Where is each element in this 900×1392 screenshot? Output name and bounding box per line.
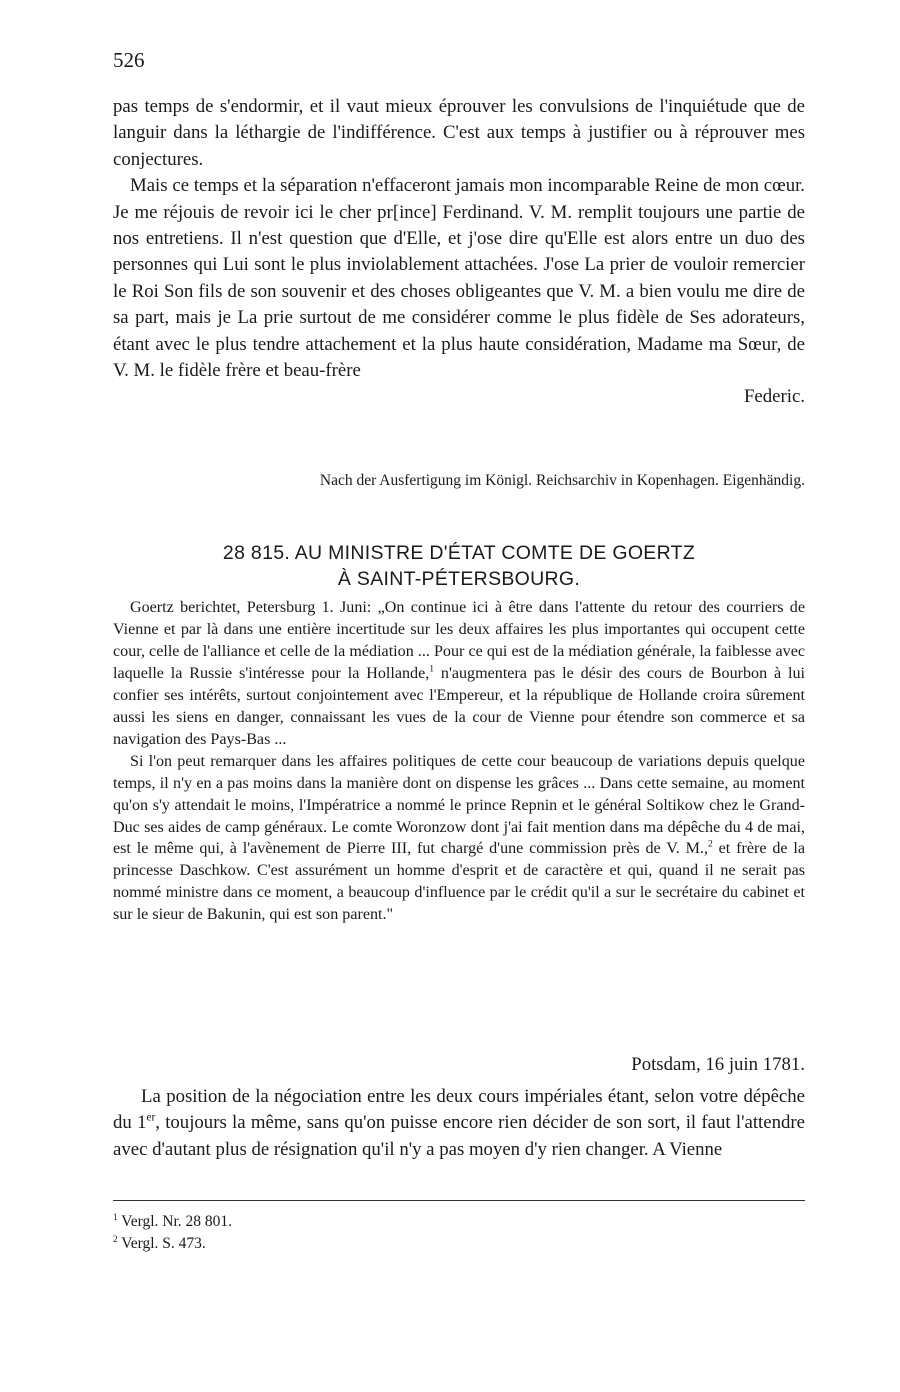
- text-segment: La position de la négociation entre les deux cours impériales étant, selon votre dépêche du 1: [113, 1086, 805, 1134]
- page-number: 526: [113, 48, 145, 72]
- footnote-mark: 2: [113, 1234, 118, 1245]
- footnote-mark: 1: [113, 1212, 118, 1223]
- summary-text: Goertz berichtet, Petersburg 1. Juni: „On continue ici à être dans l'attente du retour des courriers de Vienne et par là dans une entière incertitude sur les deux affaires les plus importantes qui occupent cette cour, celle de l'alliance et celle de la médiation ... Pour ce qui est de la médiation générale, la faiblesse avec laquelle la Russie s'intéresse pour la Hollande,: [113, 599, 805, 682]
- heading-line: 28 815. AU MINISTRE D'ÉTAT COMTE DE GOERTZ: [222, 542, 696, 564]
- footnote-text: Vergl. S. 473.: [121, 1235, 206, 1252]
- letter-paragraph: pas temps de s'endormir, et il vaut mieux éprouver les convulsions de l'inquiétude que de languir dans la léthargie de l'indifférence. C'est aux temps à justifier ou à réprouver mes conjectures.: [113, 96, 805, 170]
- summary-text: Si l'on peut remarquer dans les affaires politiques de cette cour beaucoup de variations depuis quelque temps, il n'y en a pas moins dans la manière dont on dispense les grâces ... Dans cette semaine, au moment qu'on s'y attendait le moins, l'Impératrice a nommé le prince Repnin et le général Soltikow chez le Grand-Duc ses aides de camp généraux. Le comte Woronzow dont j'ai fait mention dans ma dépêche du 4 de mai, est le même qui, à l'avènement de Pierre III, fut chargé d'une commission près de V. M.,: [113, 752, 805, 858]
- summary-text: n'augmentera pas le désir des cours de Bourbon à lui confier ses intérêts, surtout conjointement avec l'Empereur, et la république de Hollande croira sûrement aussi les siens en danger, connaissant les vues de la cour de Vienne pour étendre son commerce et sa navigation des Pays-Bas ...: [113, 664, 805, 748]
- summary-text: et frère de la princesse Daschkow. C'est assurément un homme d'esprit et de caractère et qui, quand il ne serait pas nommé ministre dans ce moment, a beaucoup d'influence par le crédit qu'il a sur le secrétaire du cabinet et sur le sieur de Bakunin, qui est son parent.": [113, 840, 805, 924]
- letter-body: [113, 94, 805, 411]
- superscript: er: [146, 1112, 156, 1125]
- summary-paragraph: [113, 751, 805, 927]
- heading-line: À SAINT-PÉTERSBOURG.: [337, 568, 581, 590]
- letter-text: [113, 1084, 805, 1163]
- source-note: Nach der Ausfertigung im Königl. Reichsarchiv in Kopenhagen. Eigenhändig.: [319, 472, 805, 489]
- footnote: [113, 1233, 805, 1255]
- letter-paragraph: Mais ce temps et la séparation n'effaceront jamais mon incomparable Reine de mon cœur. Je me réjouis de revoir ici le cher pr[ince] Ferdinand. V. M. remplit toujours une partie de nos entretiens. Il n'est question que d'Elle, et j'ose dire qu'Elle est alors entre un duo des personnes qui Lui sont le plus inviolablement attachées. J'ose La prier de vouloir remercier le Roi Son fils de son souvenir et des choses obligeantes que V. M. a bien voulu me dire de sa part, mais je La prie surtout de me considérer comme le plus fidèle de Ses adorateurs, étant avec le plus tendre attachement et la plus haute considération, Madame ma Sœur, de V. M. le fidèle frère et beau-frère: [113, 175, 805, 382]
- document-heading: [113, 540, 805, 592]
- footnote-text: Vergl. Nr. 28 801.: [121, 1213, 233, 1230]
- footnotes: [113, 1211, 805, 1255]
- footnote-ref: 1: [429, 663, 435, 675]
- text-paragraph: [113, 1084, 805, 1163]
- signature: Federic.: [743, 386, 805, 408]
- footnote: [113, 1211, 805, 1233]
- footnote-divider: [113, 1200, 805, 1201]
- text-segment: , toujours la même, sans qu'on puisse encore rien décider de son sort, il faut l'attendre avec d'autant plus de résignation qu'il n'y a pas moyen d'y rien changer. A Vienne: [113, 1112, 805, 1160]
- dateline: Potsdam, 16 juin 1781.: [631, 1054, 805, 1075]
- summary-report: [113, 597, 805, 926]
- footnote-ref: 2: [707, 839, 713, 851]
- summary-paragraph: [113, 597, 805, 751]
